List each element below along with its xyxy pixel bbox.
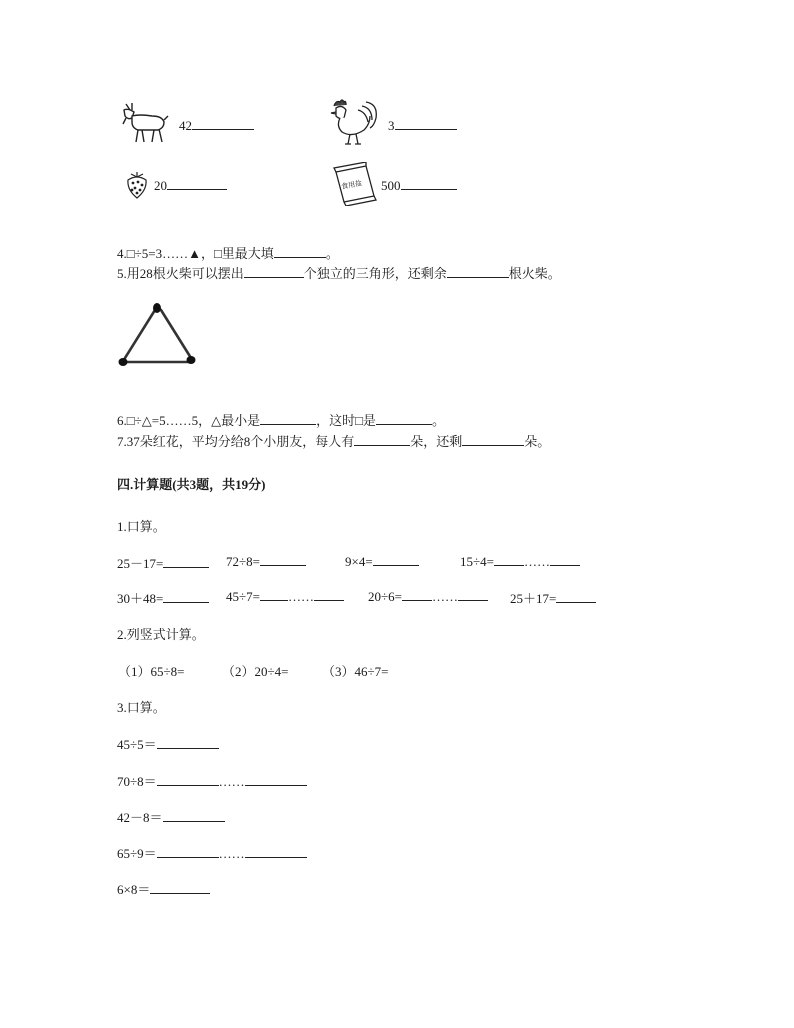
- rooster-icon: [326, 96, 382, 148]
- answer-blank[interactable]: [401, 177, 457, 190]
- answer-blank[interactable]: [163, 590, 209, 603]
- calc1-item: 25－17=: [117, 553, 209, 572]
- svg-text:食用盐: 食用盐: [340, 179, 363, 192]
- answer-blank[interactable]: [260, 553, 306, 566]
- answer-blank[interactable]: [260, 588, 288, 601]
- calc3-item: 6×8＝: [117, 879, 210, 898]
- strawberry-answer: 20: [154, 177, 227, 194]
- calc3-item: 65÷9＝ ……: [117, 843, 307, 862]
- goat-answer: 42: [179, 117, 254, 134]
- calc1-item: 30＋48=: [117, 588, 209, 607]
- calc3-item: 42－8＝: [117, 807, 225, 826]
- question-6: 6.□÷△=5……5，△最小是 ，这时□是 。: [117, 413, 445, 428]
- answer-blank[interactable]: [354, 433, 410, 446]
- answer-blank[interactable]: [462, 433, 524, 446]
- calc1-item: 15÷4= ……: [460, 553, 580, 570]
- calc1-title: 1.口算。: [117, 519, 166, 534]
- answer-blank[interactable]: [192, 117, 254, 130]
- answer-blank[interactable]: [163, 809, 225, 822]
- calc3-item: 70÷8＝ ……: [117, 771, 307, 790]
- calc2-item: （2）20÷4=: [222, 664, 289, 679]
- answer-blank[interactable]: [550, 553, 580, 566]
- answer-blank[interactable]: [244, 265, 304, 278]
- salt-bag-icon: [332, 162, 378, 206]
- rooster-answer: 3: [388, 117, 457, 134]
- salt-answer: 500: [381, 177, 457, 194]
- answer-blank[interactable]: [458, 588, 488, 601]
- answer-blank[interactable]: [157, 845, 219, 858]
- answer-blank[interactable]: [157, 773, 219, 786]
- answer-blank[interactable]: [245, 845, 307, 858]
- section-heading: 四.计算题(共3题，共19分): [117, 477, 266, 492]
- calc3-title: 3.口算。: [117, 700, 166, 715]
- answer-blank[interactable]: [556, 590, 596, 603]
- answer-blank[interactable]: [245, 773, 307, 786]
- calc2-title: 2.列竖式计算。: [117, 627, 205, 642]
- answer-blank[interactable]: [373, 553, 419, 566]
- answer-blank[interactable]: [314, 588, 344, 601]
- answer-blank[interactable]: [447, 265, 509, 278]
- answer-blank[interactable]: [274, 245, 326, 258]
- calc3-item: 45÷5＝: [117, 734, 219, 753]
- question-7: 7.37朵红花，平均分给8个小朋友，每人有 朵，还剩 朵。: [117, 434, 551, 449]
- answer-blank[interactable]: [395, 117, 457, 130]
- answer-blank[interactable]: [494, 553, 524, 566]
- answer-blank[interactable]: [167, 177, 227, 190]
- calc1-item: 72÷8=: [226, 553, 306, 570]
- answer-blank[interactable]: [150, 881, 210, 894]
- matchstick-triangle-icon: [115, 302, 199, 370]
- calc1-item: 9×4=: [345, 553, 419, 570]
- question-5: 5.用28根火柴可以摆出 个独立的三角形，还剩余 根火柴。: [117, 266, 561, 281]
- answer-blank[interactable]: [157, 736, 219, 749]
- calc1-item: 45÷7= ……: [226, 588, 344, 605]
- calc2-item: （1）65÷8=: [118, 664, 185, 679]
- calc2-item: （3）46÷7=: [322, 664, 389, 679]
- answer-blank[interactable]: [376, 412, 432, 425]
- calc1-item: 20÷6= ……: [368, 588, 488, 605]
- answer-blank[interactable]: [260, 412, 316, 425]
- strawberry-icon: [125, 170, 149, 200]
- goat-icon: [118, 100, 170, 146]
- answer-blank[interactable]: [163, 555, 209, 568]
- question-4: 4.□÷5=3……▲，□里最大填 。: [117, 246, 339, 261]
- answer-blank[interactable]: [402, 588, 432, 601]
- calc1-item: 25＋17=: [510, 588, 596, 607]
